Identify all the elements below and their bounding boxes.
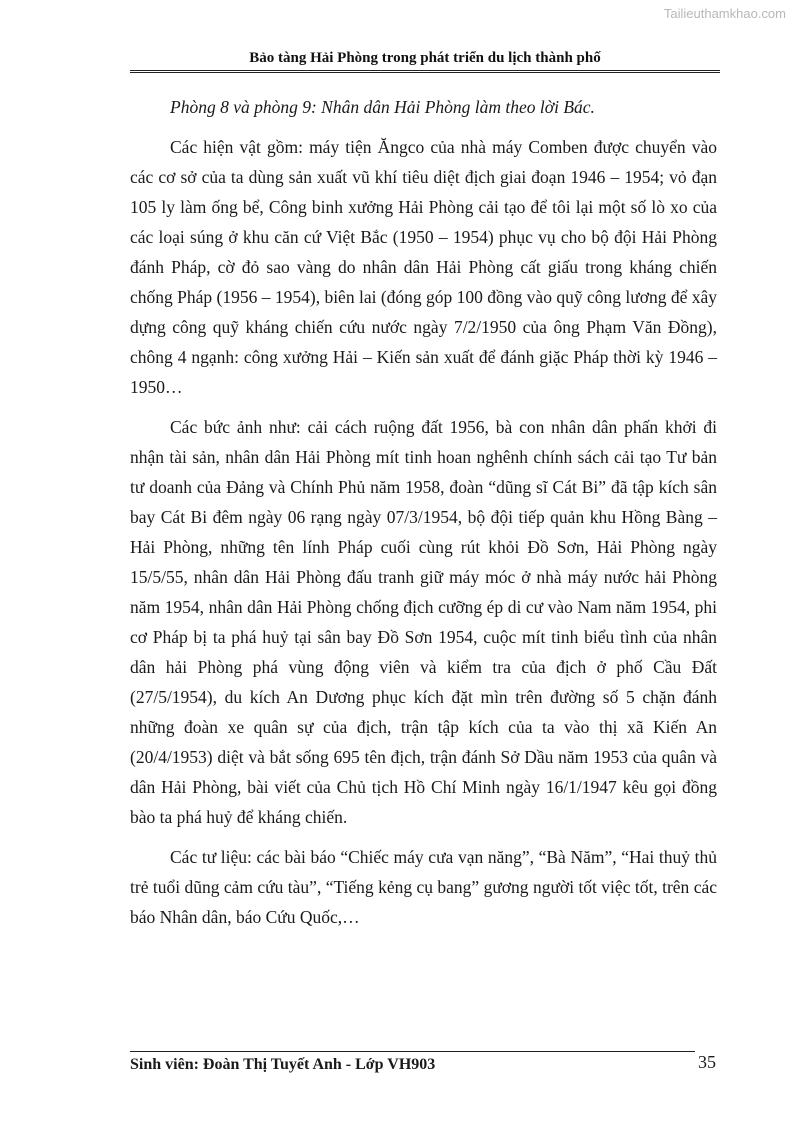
page-body (130, 92, 717, 942)
header-divider (130, 70, 720, 73)
section-heading: Phòng 8 và phòng 9: Nhân dân Hải Phòng làm theo lời Bác. (170, 97, 595, 117)
footer-student-info: Sinh viên: Đoàn Thị Tuyết Anh - Lớp VH903 (130, 1056, 436, 1073)
page-number: 35 (698, 1052, 716, 1072)
paragraph-photographs: Các bức ảnh như: cải cách ruộng đất 1956, bà con nhân dân phấn khởi đi nhận tài sản, nhân dân Hải Phòng mít tinh hoan nghênh chính sách cải tạo Tư bản tư doanh của Đảng và Chính Phủ năm 1958, đoàn “dũng sĩ Cát Bi” đã tập kích sân bay Cát Bi đêm ngày 06 rạng ngày 07/3/1954, bộ đội tiếp quản khu Hồng Bàng – Hải Phòng, những tên lính Pháp cuối cùng rút khỏi Đồ Sơn, Hải Phòng ngày 15/5/55, nhân dân Hải Phòng đấu tranh giữ máy móc ở nhà máy nước hải Phòng năm 1954, nhân dân Hải Phòng chống địch cưỡng ép di cư vào Nam năm 1954, phi cơ Pháp bị ta phá huỷ tại sân bay Đồ Sơn 1954, cuộc mít tinh biểu tình của nhân dân hải Phòng phá vùng động viên và kiểm tra của địch ở phố Cầu Đất (27/5/1954), du kích An Dương phục kích đặt mìn trên đường số 5 chặn đánh những đoàn xe quân sự của địch, trận tập kích của ta vào thị xã Kiến An (20/4/1953) diệt và bắt sống 695 tên địch, trận đánh Sở Dầu năm 1953 của quân và dân Hải Phòng, bài viết của Chủ tịch Hồ Chí Minh ngày 16/1/1947 kêu gọi đồng bào ta phá huỷ để kháng chiến. (130, 417, 717, 827)
paragraph-artifacts: Các hiện vật gồm: máy tiện Ăngco của nhà máy Comben được chuyển vào các cơ sở của ta dùng sản xuất vũ khí tiêu diệt địch giai đoạn 1946 – 1954; vỏ đạn 105 ly làm ống bể, Công binh xưởng Hải Phòng cải tạo để tôi lại một số lò xo của các loại súng ở khu căn cứ Việt Bắc (1950 – 1954) phục vụ cho bộ đội Hải Phòng đánh Pháp, cờ đỏ sao vàng do nhân dân Hải Phòng cất giấu trong kháng chiến chống Pháp (1956 – 1954), biên lai (đóng góp 100 đồng vào quỹ công lương để xây dựng công quỹ kháng chiến cứu nước ngày 7/2/1950 của ông Phạm Văn Đồng), chông 4 ngạnh: công xưởng Hải – Kiến sản xuất để đánh giặc Pháp thời kỳ 1946 – 1950… (130, 137, 717, 397)
paragraph-documents: Các tư liệu: các bài báo “Chiếc máy cưa vạn năng”, “Bà Năm”, “Hai thuỷ thủ trẻ tuổi dũng cảm cứu tàu”, “Tiếng kẻng cụ bang” gương người tốt việc tốt, trên các báo Nhân dân, báo Cứu Quốc,… (130, 847, 717, 927)
footer-divider (130, 1051, 695, 1052)
running-header-title: Bảo tàng Hải Phòng trong phát triển du lịch thành phố (249, 50, 601, 66)
watermark: Tailieuthamkhao.com (663, 6, 786, 21)
